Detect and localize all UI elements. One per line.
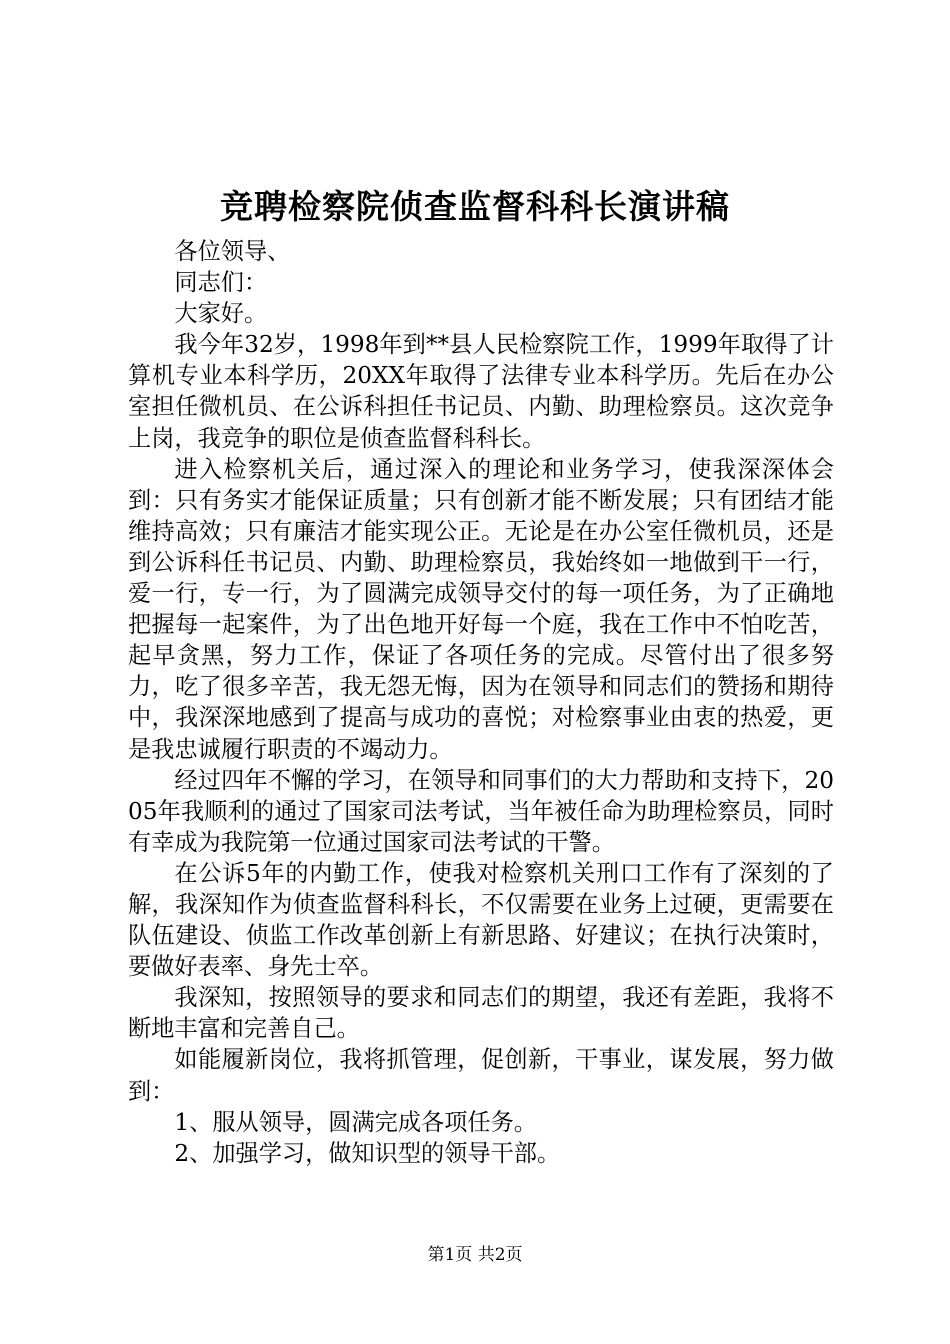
paragraph-commitment: 如能履新岗位，我将抓管理，促创新，干事业，谋发展，努力做到：	[128, 1046, 834, 1105]
page-footer: 第1页 共2页	[427, 1245, 523, 1265]
paragraph-introduction: 我今年32岁，1998年到**县人民检察院工作，1999年取得了计算机专业本科学历，20XX年取得了法律专业本科学历。先后在办公室担任微机员、在公诉科担任书记员、内勤、助理检察员。这次竞争上岗，我竞争的职位是侦查监督科科长。	[128, 331, 834, 452]
paragraph-self-improvement: 我深知，按照领导的要求和同志们的期望，我还有差距，我将不断地丰富和完善自己。	[128, 984, 834, 1043]
document-body	[128, 236, 834, 1169]
greeting: 大家好。	[174, 300, 268, 328]
paragraph-exam: 经过四年不懈的学习，在领导和同事们的大力帮助和支持下，2005年我顺利的通过了国家司法考试，当年被任命为助理检察员，同时有幸成为我院第一位通过国家司法考试的干警。	[128, 766, 834, 856]
salutation-comrades: 同志们：	[174, 269, 268, 297]
salutation-leaders: 各位领导、	[174, 238, 291, 265]
list-item: 2、加强学习，做知识型的领导干部。	[174, 1139, 561, 1167]
paragraph-experience: 进入检察机关后，通过深入的理论和业务学习，使我深深体会到：只有务实才能保证质量；只有创新才能不断发展；只有团结才能维持高效；只有廉洁才能实现公正。无论是在办公室任微机员，还是到公诉科任书记员、内勤、助理检察员，我始终如一地做到干一行，爱一行，专一行，为了圆满完成领导交付的每一项任务，为了正确地把握每一起案件，为了出色地开好每一个庭，我在工作中不怕吃苦，起早贪黑，努力工作，保证了各项任务的完成。尽管付出了很多努力，吃了很多辛苦，我无怨无悔，因为在领导和同志们的赞扬和期待中，我深深地感到了提高与成功的喜悦；对检察事业由衷的热爱，更是我忠诚履行职责的不竭动力。	[128, 455, 834, 763]
document-title: 竞聘检察院侦查监督科科长演讲稿	[220, 187, 730, 226]
paragraph-understanding: 在公诉5年的内勤工作，使我对检察机关刑口工作有了深刻的了解，我深知作为侦查监督科科长，不仅需要在业务上过硬，更需要在队伍建设、侦监工作改革创新上有新思路、好建议；在执行决策时，要做好表率、身先士卒。	[128, 859, 834, 981]
list-item: 1、服从领导，圆满完成各项任务。	[174, 1108, 537, 1136]
